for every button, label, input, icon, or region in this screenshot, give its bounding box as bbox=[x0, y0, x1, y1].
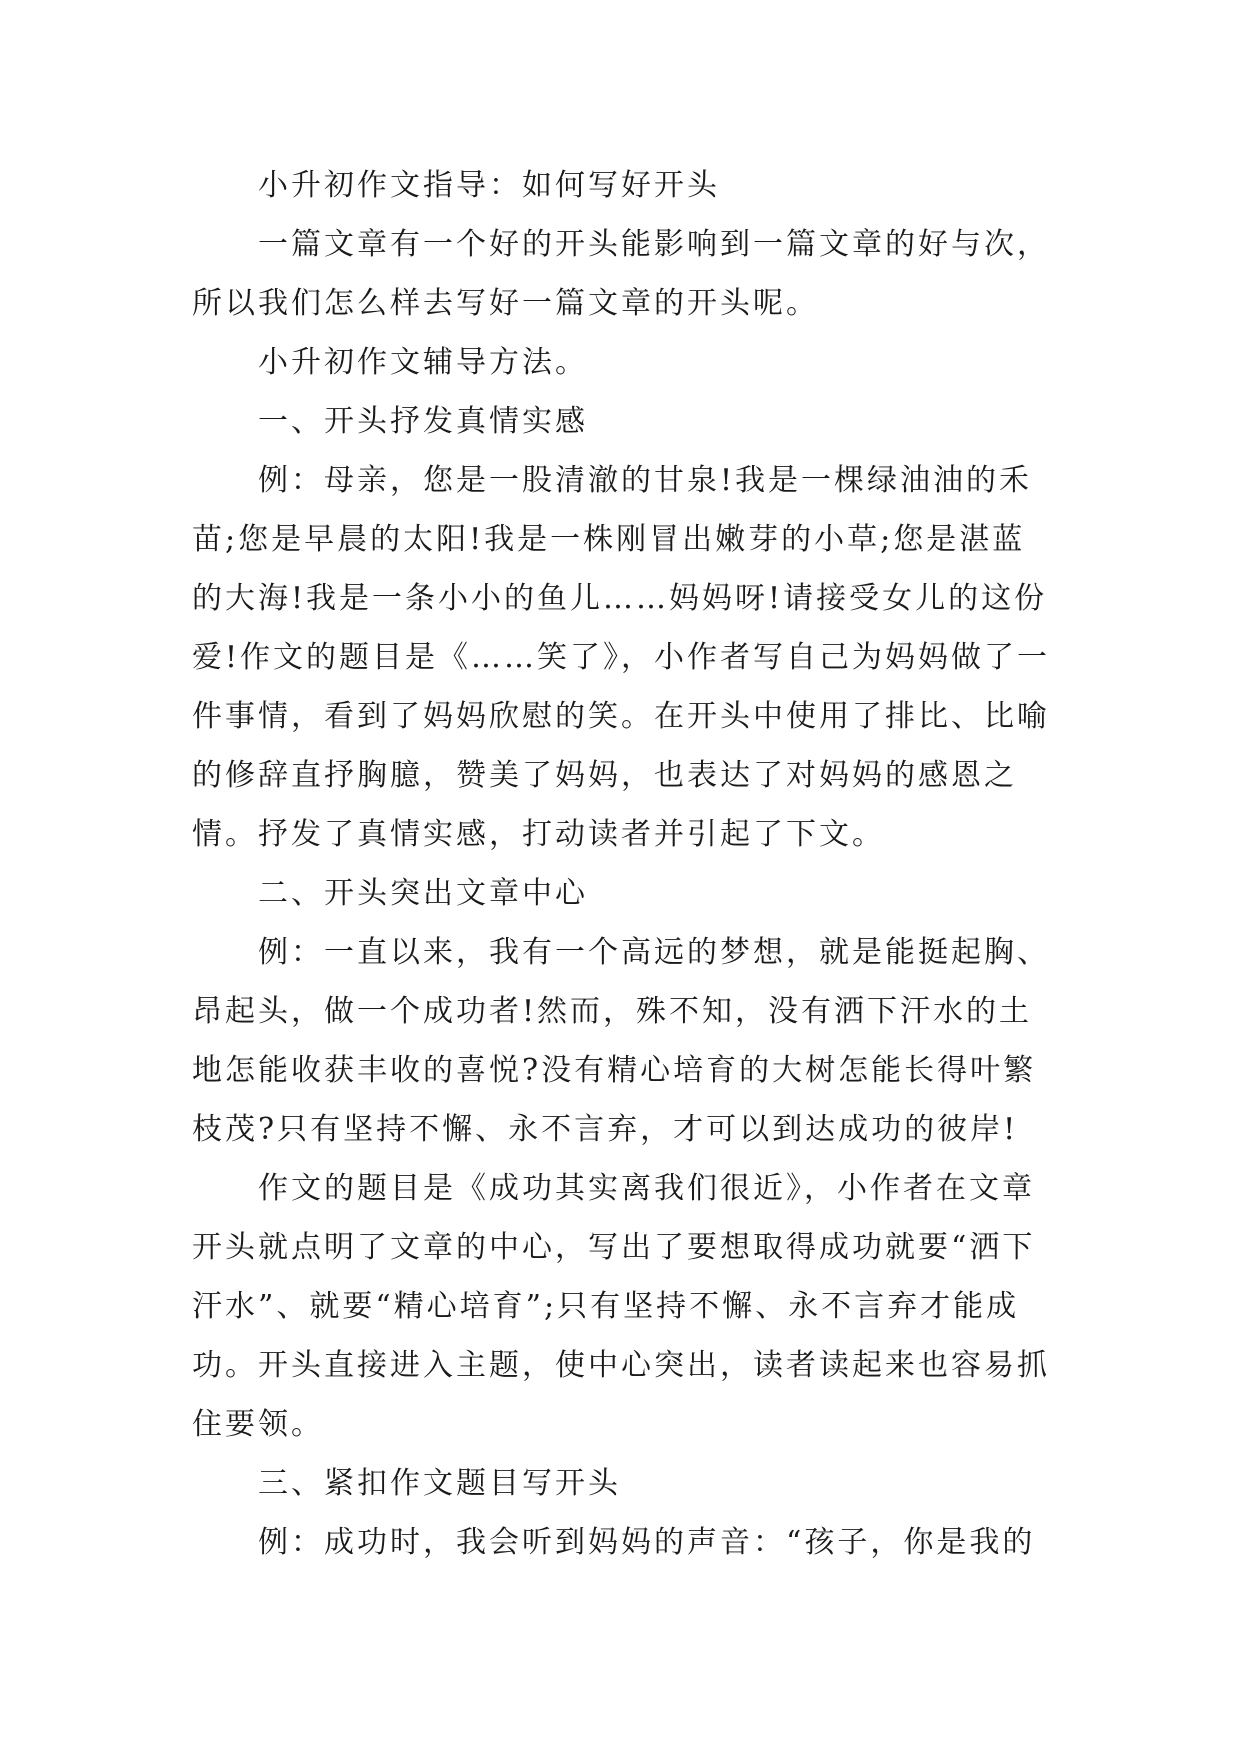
paragraph-intro: 一篇文章有一个好的开头能影响到一篇文章的好与次，所以我们怎么样去写好一篇文章的开头呢。 bbox=[192, 227, 1050, 321]
paragraph-method-heading: 小升初作文辅导方法。 bbox=[258, 345, 588, 380]
document-title: 小升初作文指导：如何写好开头 bbox=[258, 168, 720, 203]
paragraph-example-3: 例：成功时，我会听到妈妈的声音：“孩子，你是我的 bbox=[258, 1525, 1036, 1560]
paragraph-example-2: 例：一直以来，我有一个高远的梦想，就是能挺起胸、昂起头，做一个成功者!然而，殊不知，没有洒下汗水的土地怎能收获丰收的喜悦?没有精心培育的大树怎能长得叶繁枝茂?只有坚持不懈、永不言弃，才可以到达成功的彼岸! bbox=[192, 935, 1050, 1147]
document-body bbox=[192, 156, 1052, 1572]
section-heading-1: 一、开头抒发真情实感 bbox=[258, 404, 588, 439]
section-heading-2: 二、开头突出文章中心 bbox=[258, 876, 588, 911]
paragraph-example-1: 例：母亲，您是一股清澈的甘泉!我是一棵绿油油的禾苗;您是早晨的太阳!我是一株刚冒出嫩芽的小草;您是湛蓝的大海!我是一条小小的鱼儿……妈妈呀!请接受女儿的这份爱!作文的题目是《……笑了》，小作者写自己为妈妈做了一件事情，看到了妈妈欣慰的笑。在开头中使用了排比、比喻的修辞直抒胸臆，赞美了妈妈，也表达了对妈妈的感恩之情。抒发了真情实感，打动读者并引起了下文。 bbox=[192, 463, 1051, 852]
section-heading-3: 三、紧扣作文题目写开头 bbox=[258, 1466, 621, 1501]
paragraph-analysis-2: 作文的题目是《成功其实离我们很近》，小作者在文章开头就点明了文章的中心，写出了要想取得成功就要“洒下汗水”、就要“精心培育”;只有坚持不懈、永不言弃才能成功。开头直接进入主题，使中心突出，读者读起来也容易抓住要领。 bbox=[192, 1171, 1050, 1442]
